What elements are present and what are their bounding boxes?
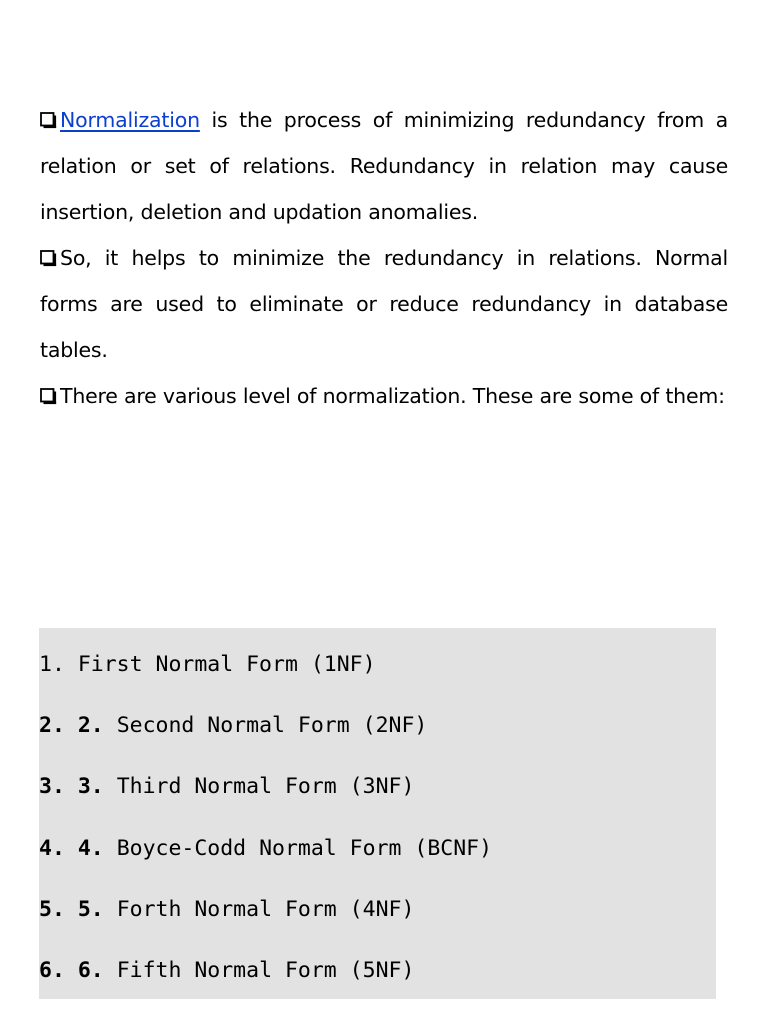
list-item	[39, 836, 492, 861]
hollow-square-bullet-icon	[40, 388, 57, 405]
list-item-label: Third Normal Form (3NF)	[116, 774, 415, 799]
list-number: 5.	[39, 897, 65, 922]
paragraph-text: There are various level of normalization. These are some of them:	[60, 384, 725, 408]
list-item	[39, 897, 414, 922]
list-inner-number: 5.	[77, 897, 104, 922]
list-item	[39, 958, 414, 983]
paragraph-normalization-definition	[40, 97, 728, 235]
list-number: 2.	[39, 713, 65, 738]
hollow-square-bullet-icon	[40, 250, 57, 267]
list-inner-number: 3.	[77, 774, 104, 799]
list-item-label: Boyce-Codd Normal Form (BCNF)	[116, 836, 493, 861]
list-number: 6.	[39, 958, 65, 983]
list-item	[39, 713, 427, 738]
list-item-label: Fifth Normal Form (5NF)	[116, 958, 415, 983]
document-body	[40, 97, 728, 419]
list-item	[39, 652, 376, 677]
list-inner-number: 6.	[77, 958, 104, 983]
paragraph-text: is the process of minimizing redundancy from a relation or set of relations. Redundancy in relation may cause insertion, deletion and updation anomalies.	[40, 108, 728, 224]
list-item-label: Forth Normal Form (4NF)	[116, 897, 415, 922]
paragraph-normal-forms-purpose	[40, 235, 728, 373]
list-inner-number: 2.	[77, 713, 104, 738]
paragraph-levels-intro	[40, 373, 728, 419]
list-inner-number: 4.	[77, 836, 104, 861]
paragraph-text: So, it helps to minimize the redundancy in relations. Normal forms are used to eliminate or reduce redundancy in database tables.	[40, 246, 728, 362]
list-number: 4.	[39, 836, 65, 861]
list-number: 1.	[39, 652, 65, 677]
list-item-label: Second Normal Form (2NF)	[116, 713, 428, 738]
hollow-square-bullet-icon	[40, 112, 57, 129]
normal-forms-code-box	[39, 628, 716, 999]
list-item	[39, 774, 414, 799]
list-number: 3.	[39, 774, 65, 799]
list-item-label: First Normal Form (1NF)	[77, 652, 376, 677]
normalization-link[interactable]: Normalization	[60, 108, 200, 132]
